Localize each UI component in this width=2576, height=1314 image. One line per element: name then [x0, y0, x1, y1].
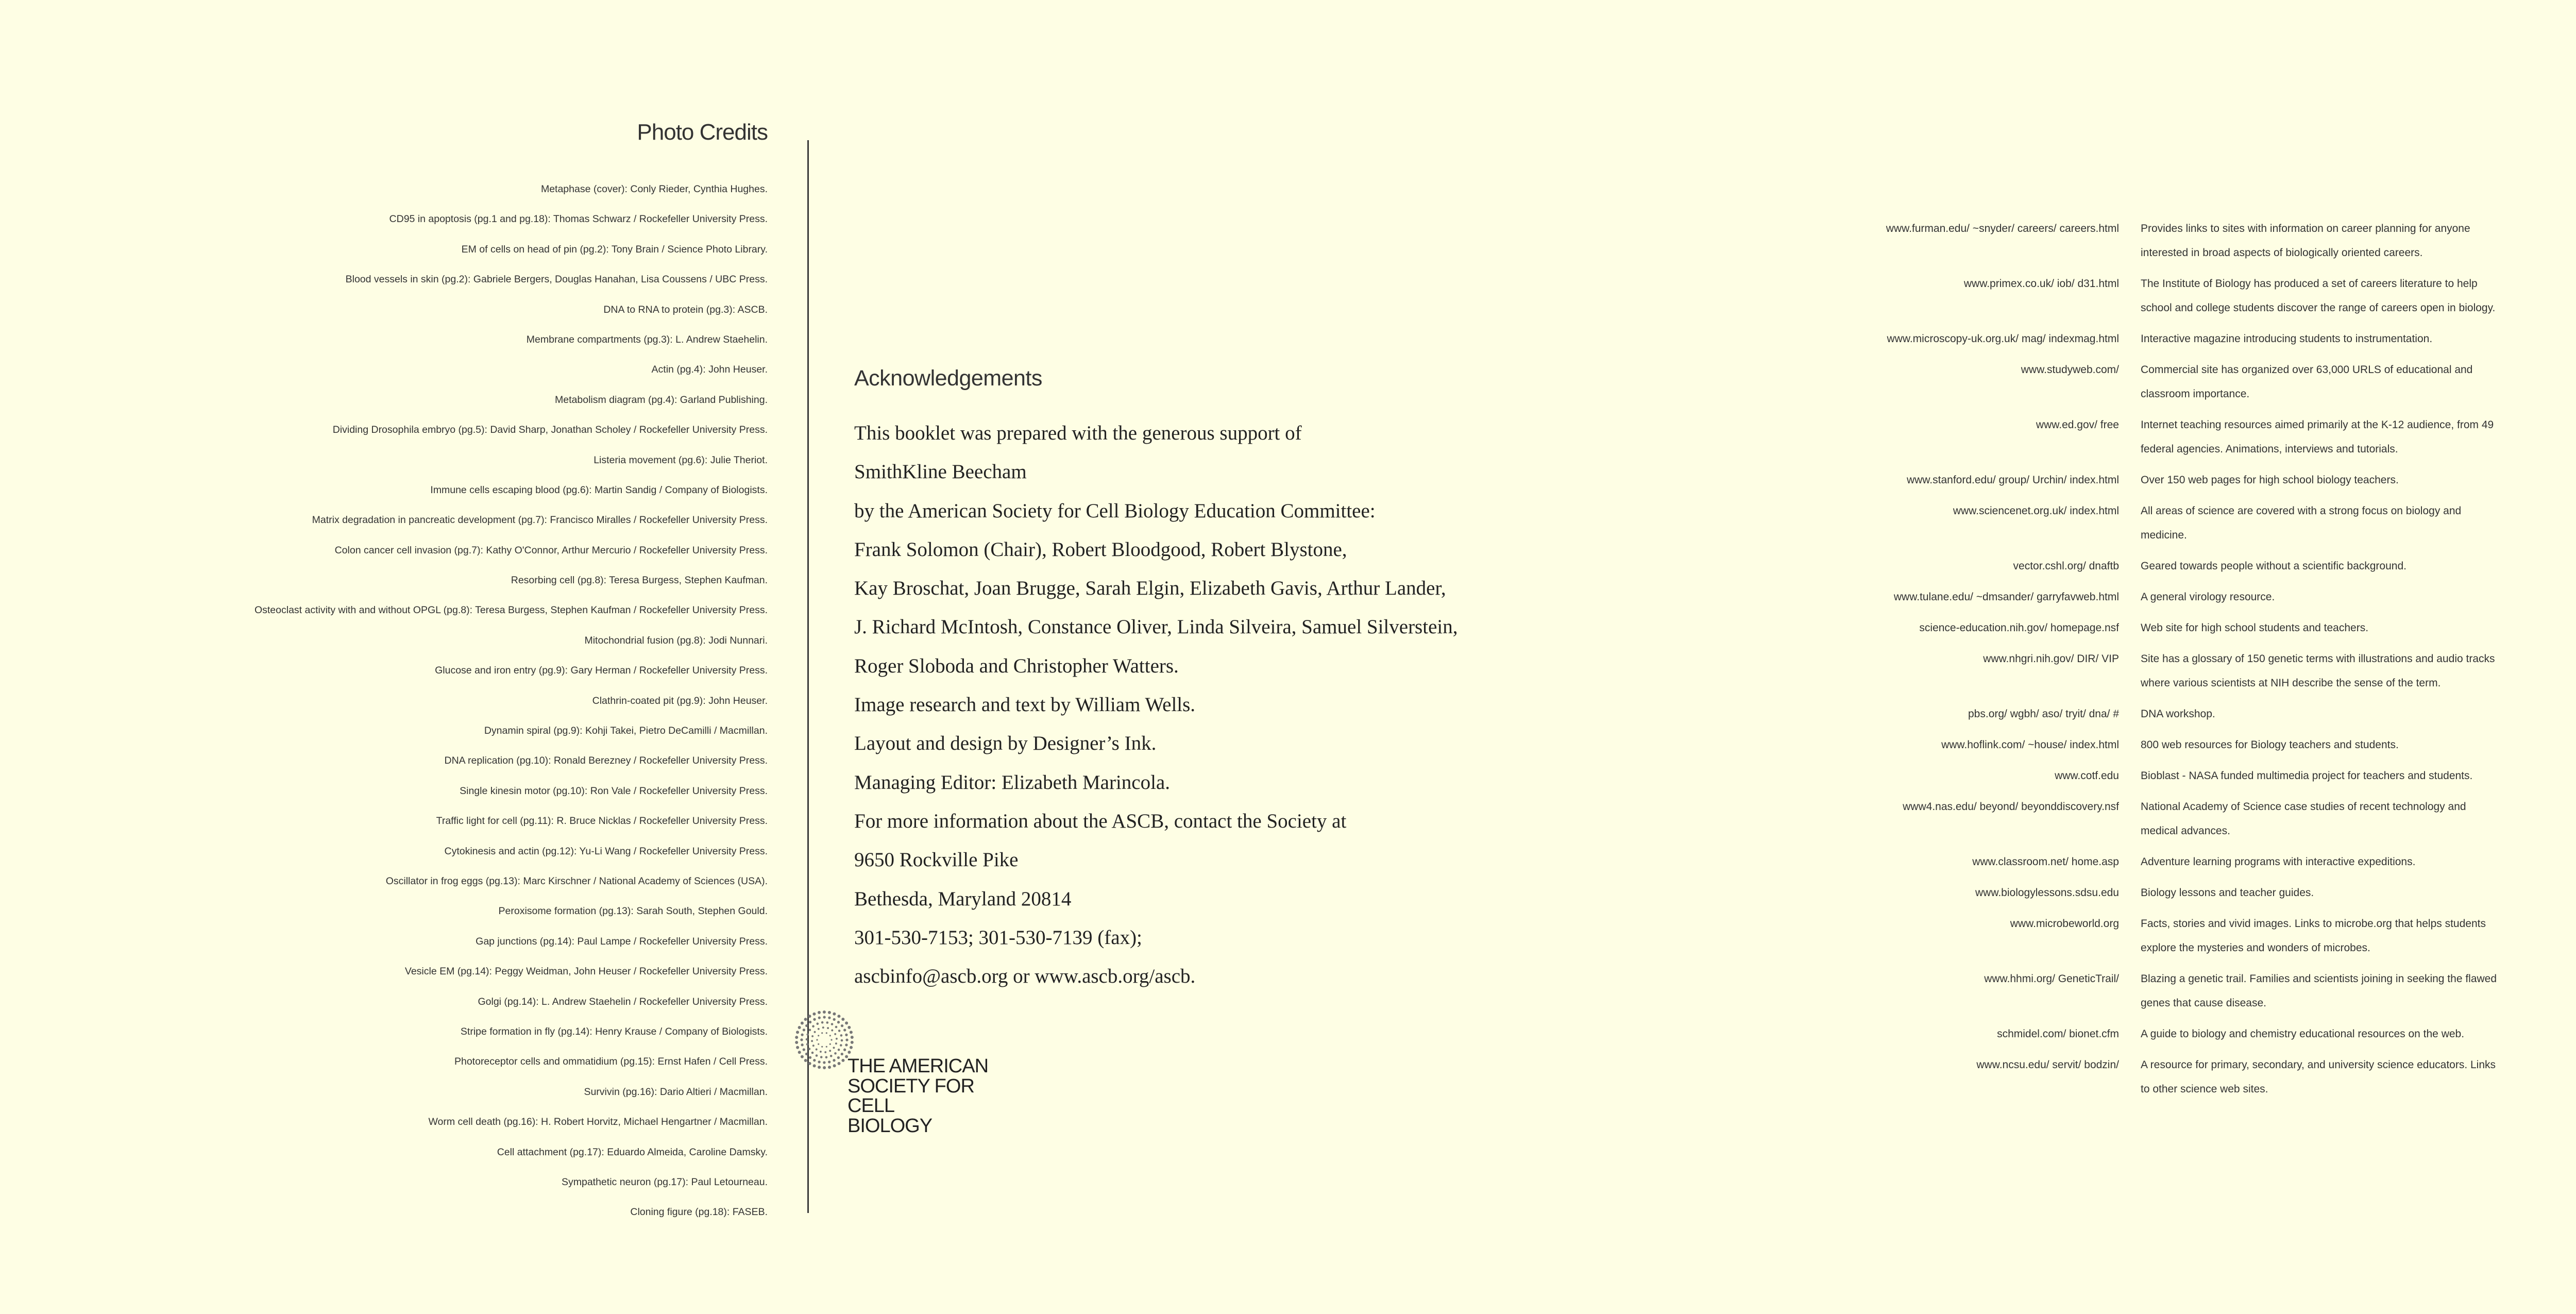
resource-description: DNA workshop.: [2141, 708, 2215, 720]
resource-row: [1834, 327, 2504, 351]
resource-description: Bioblast - NASA funded multimedia project for teachers and students.: [2141, 770, 2473, 782]
resource-row: [1834, 912, 2504, 960]
resource-url[interactable]: www.nhgri.nih.gov/ DIR/ VIP: [1983, 653, 2119, 665]
resource-url[interactable]: www4.nas.edu/ beyond/ beyonddiscovery.nsf: [1903, 801, 2119, 813]
resource-row: [1834, 1022, 2504, 1046]
resource-description: Internet teaching resources aimed primarily at the K-12 audience, from 49 federal agencies. Animations, interviews and tutorials.: [2141, 419, 2494, 455]
resource-description: Biology lessons and teacher guides.: [2141, 887, 2314, 899]
resource-url[interactable]: www.primex.co.uk/ iob/ d31.html: [1963, 278, 2119, 290]
resource-row: [1834, 499, 2504, 547]
resource-url[interactable]: vector.cshl.org/ dnaftb: [2013, 560, 2119, 572]
resource-url[interactable]: www.tulane.edu/ ~dmsander/ garryfavweb.html: [1893, 591, 2119, 603]
credit-line: Listeria movement (pg.6): Julie Theriot.: [594, 454, 768, 466]
acknowledgement-line: by the American Society for Cell Biology Education Committee:: [854, 499, 1376, 522]
credit-line: Cell attachment (pg.17): Eduardo Almeida, Caroline Damsky.: [497, 1146, 768, 1158]
credit-line: Membrane compartments (pg.3): L. Andrew Staehelin.: [526, 333, 768, 345]
resource-description: Web site for high school students and teachers.: [2141, 622, 2369, 634]
ascb-logo-icon: [792, 1009, 854, 1086]
logo-text-line: THE AMERICAN: [848, 1055, 989, 1077]
resource-row: [1834, 850, 2504, 874]
resource-description: Over 150 web pages for high school biology teachers.: [2141, 474, 2399, 486]
credit-line: Traffic light for cell (pg.11): R. Bruce Nicklas / Rockefeller University Press.: [436, 815, 768, 827]
resource-row: [1834, 967, 2504, 1015]
resource-row: [1834, 216, 2504, 265]
photo-credits-list: [155, 174, 768, 1227]
resource-row: [1834, 616, 2504, 640]
acknowledgement-line: 9650 Rockville Pike: [854, 849, 1019, 871]
credit-line: Metabolism diagram (pg.4): Garland Publishing.: [555, 394, 768, 406]
resource-url[interactable]: science-education.nih.gov/ homepage.nsf: [1919, 622, 2119, 634]
acknowledgement-line: SmithKline Beecham: [854, 461, 1027, 483]
acknowledgement-line: This booklet was prepared with the generous support of: [854, 422, 1302, 444]
credit-line: DNA replication (pg.10): Ronald Berezney / Rockefeller University Press.: [444, 755, 768, 767]
resource-url[interactable]: www.cotf.edu: [2055, 770, 2119, 782]
credit-line: Metaphase (cover): Conly Rieder, Cynthia Hughes.: [540, 183, 768, 195]
credit-line: Dynamin spiral (pg.9): Kohji Takei, Pietro DeCamilli / Macmillan.: [484, 725, 768, 737]
resource-url[interactable]: www.studyweb.com/: [2021, 364, 2119, 376]
resource-row: [1834, 358, 2504, 406]
resource-description: 800 web resources for Biology teachers and students.: [2141, 739, 2399, 751]
credit-line: Worm cell death (pg.16): H. Robert Horvitz, Michael Hengartner / Macmillan.: [428, 1116, 768, 1128]
ascb-logo-text: [848, 1056, 988, 1136]
resource-url[interactable]: www.hhmi.org/ GeneticTrail/: [1984, 973, 2119, 985]
resource-url[interactable]: www.biologylessons.sdsu.edu: [1975, 887, 2119, 899]
resource-description: Provides links to sites with information on career planning for anyone interested in broad aspects of biologically oriented careers.: [2141, 223, 2470, 259]
resource-description: National Academy of Science case studies of recent technology and medical advances.: [2141, 801, 2466, 837]
resource-description: A general virology resource.: [2141, 591, 2275, 603]
resource-row: [1834, 764, 2504, 788]
credit-line: Peroxisome formation (pg.13): Sarah South, Stephen Gould.: [498, 905, 768, 917]
credit-line: Resorbing cell (pg.8): Teresa Burgess, Stephen Kaufman.: [511, 575, 768, 586]
credit-line: Golgi (pg.14): L. Andrew Staehelin / Rockefeller University Press.: [478, 996, 768, 1007]
credit-line: Dividing Drosophila embryo (pg.5): David Sharp, Jonathan Scholey / Rockefeller University Press.: [332, 424, 768, 436]
acknowledgement-line: Frank Solomon (Chair), Robert Bloodgood, Robert Blystone,: [854, 538, 1347, 561]
acknowledgement-line: Roger Sloboda and Christopher Watters.: [854, 654, 1179, 677]
logo-text-line: BIOLOGY: [848, 1115, 933, 1137]
resource-description: Blazing a genetic trail. Families and scientists joining in seeking the flawed genes that cause disease.: [2141, 973, 2497, 1009]
resource-row: [1834, 1053, 2504, 1101]
credit-line: Oscillator in frog eggs (pg.13): Marc Kirschner / National Academy of Sciences (USA).: [385, 875, 768, 887]
credit-line: EM of cells on head of pin (pg.2): Tony Brain / Science Photo Library.: [461, 243, 768, 255]
resource-row: [1834, 413, 2504, 461]
web-resources-list: [1834, 216, 2504, 1108]
credit-line: Single kinesin motor (pg.10): Ron Vale / Rockefeller University Press.: [460, 785, 768, 797]
resource-description: Interactive magazine introducing students to instrumentation.: [2141, 333, 2433, 345]
logo-text-line: CELL: [848, 1095, 895, 1117]
resource-url[interactable]: pbs.org/ wgbh/ aso/ tryit/ dna/ #: [1968, 708, 2119, 720]
resource-row: [1834, 554, 2504, 578]
resource-url[interactable]: www.hoflink.com/ ~house/ index.html: [1941, 739, 2119, 751]
resource-url[interactable]: www.ncsu.edu/ servit/ bodzin/: [1976, 1059, 2119, 1071]
resource-url[interactable]: www.ed.gov/ free: [2036, 419, 2119, 431]
acknowledgements-text: [854, 414, 1458, 996]
resource-description: Adventure learning programs with interactive expeditions.: [2141, 856, 2416, 868]
acknowledgement-line: For more information about the ASCB, contact the Society at: [854, 810, 1347, 832]
credit-line: Blood vessels in skin (pg.2): Gabriele Bergers, Douglas Hanahan, Lisa Coussens / UBC Press.: [345, 274, 768, 285]
credit-line: Vesicle EM (pg.14): Peggy Weidman, John Heuser / Rockefeller University Press.: [404, 966, 768, 978]
photo-credits-title: Photo Credits: [637, 120, 768, 145]
credit-line: Cloning figure (pg.18): FASEB.: [630, 1206, 768, 1218]
resource-url[interactable]: schmidel.com/ bionet.cfm: [1997, 1028, 2119, 1040]
credit-line: Sympathetic neuron (pg.17): Paul Letourneau.: [561, 1176, 768, 1188]
credit-line: CD95 in apoptosis (pg.1 and pg.18): Thomas Schwarz / Rockefeller University Press.: [389, 213, 768, 225]
credit-line: Matrix degradation in pancreatic development (pg.7): Francisco Miralles / Rockefeller University Press.: [312, 514, 768, 526]
resource-url[interactable]: www.microscopy-uk.org.uk/ mag/ indexmag.html: [1887, 333, 2119, 345]
resource-url[interactable]: www.classroom.net/ home.asp: [1972, 856, 2119, 868]
resource-row: [1834, 647, 2504, 695]
resource-row: [1834, 468, 2504, 492]
credit-line: Actin (pg.4): John Heuser.: [651, 364, 768, 376]
acknowledgement-line: ascbinfo@ascb.org or www.ascb.org/ascb.: [854, 965, 1196, 988]
credit-line: Colon cancer cell invasion (pg.7): Kathy O'Connor, Arthur Mercurio / Rockefeller University Press.: [334, 544, 768, 556]
acknowledgement-line: Image research and text by William Wells.: [854, 694, 1196, 716]
acknowledgement-line: Managing Editor: Elizabeth Marincola.: [854, 771, 1170, 794]
credit-line: Immune cells escaping blood (pg.6): Martin Sandig / Company of Biologists.: [430, 484, 768, 496]
credit-line: Clathrin-coated pit (pg.9): John Heuser.: [592, 695, 768, 706]
logo-text-line: SOCIETY FOR: [848, 1075, 974, 1097]
acknowledgement-line: Bethesda, Maryland 20814: [854, 887, 1072, 910]
acknowledgement-line: J. Richard McIntosh, Constance Oliver, Linda Silveira, Samuel Silverstein,: [854, 616, 1458, 638]
resource-description: Site has a glossary of 150 genetic terms with illustrations and audio tracks where various scientists at NIH describe the sense of the term.: [2141, 653, 2495, 689]
credit-line: Stripe formation in fly (pg.14): Henry Krause / Company of Biologists.: [460, 1025, 768, 1037]
acknowledgement-line: 301-530-7153; 301-530-7139 (fax);: [854, 926, 1142, 949]
resource-url[interactable]: www.microbeworld.org: [2010, 918, 2119, 930]
credit-line: Glucose and iron entry (pg.9): Gary Herman / Rockefeller University Press.: [435, 665, 768, 677]
acknowledgements-title: Acknowledgements: [854, 366, 1042, 391]
resource-row: [1834, 881, 2504, 905]
credit-line: Osteoclast activity with and without OPGL (pg.8): Teresa Burgess, Stephen Kaufman / Rockefeller University Press.: [254, 604, 768, 616]
credit-line: Photoreceptor cells and ommatidium (pg.15): Ernst Hafen / Cell Press.: [454, 1056, 768, 1068]
resource-row: [1834, 733, 2504, 757]
resource-description: Commercial site has organized over 63,000 URLS of educational and classroom importance.: [2141, 364, 2473, 400]
resource-row: [1834, 272, 2504, 320]
credit-line: Cytokinesis and actin (pg.12): Yu-Li Wang / Rockefeller University Press.: [444, 845, 768, 857]
resource-row: [1834, 795, 2504, 843]
resource-description: A guide to biology and chemistry educational resources on the web.: [2141, 1028, 2465, 1040]
credit-line: Survivin (pg.16): Dario Altieri / Macmillan.: [584, 1086, 768, 1098]
resource-url[interactable]: www.sciencenet.org.uk/ index.html: [1953, 505, 2119, 517]
acknowledgement-line: Kay Broschat, Joan Brugge, Sarah Elgin, Elizabeth Gavis, Arthur Lander,: [854, 577, 1446, 600]
resource-description: Geared towards people without a scientific background.: [2141, 560, 2406, 572]
credit-line: Mitochondrial fusion (pg.8): Jodi Nunnari.: [584, 634, 768, 646]
resource-description: The Institute of Biology has produced a set of careers literature to help school and college students discover the range of careers open in biology.: [2141, 278, 2496, 314]
resource-row: [1834, 702, 2504, 726]
resource-description: Facts, stories and vivid images. Links to microbe.org that helps students explore the mysteries and wonders of microbes.: [2141, 918, 2486, 954]
credit-line: DNA to RNA to protein (pg.3): ASCB.: [603, 304, 768, 315]
acknowledgement-line: Layout and design by Designer’s Ink.: [854, 732, 1157, 755]
resource-url[interactable]: www.stanford.edu/ group/ Urchin/ index.html: [1906, 474, 2119, 486]
resource-description: All areas of science are covered with a strong focus on biology and medicine.: [2141, 505, 2462, 541]
credit-line: Gap junctions (pg.14): Paul Lampe / Rockefeller University Press.: [476, 935, 768, 947]
resource-row: [1834, 585, 2504, 609]
resource-description: A resource for primary, secondary, and university science educators. Links to other science web sites.: [2141, 1059, 2496, 1095]
resource-url[interactable]: www.furman.edu/ ~snyder/ careers/ careers.html: [1886, 223, 2119, 234]
